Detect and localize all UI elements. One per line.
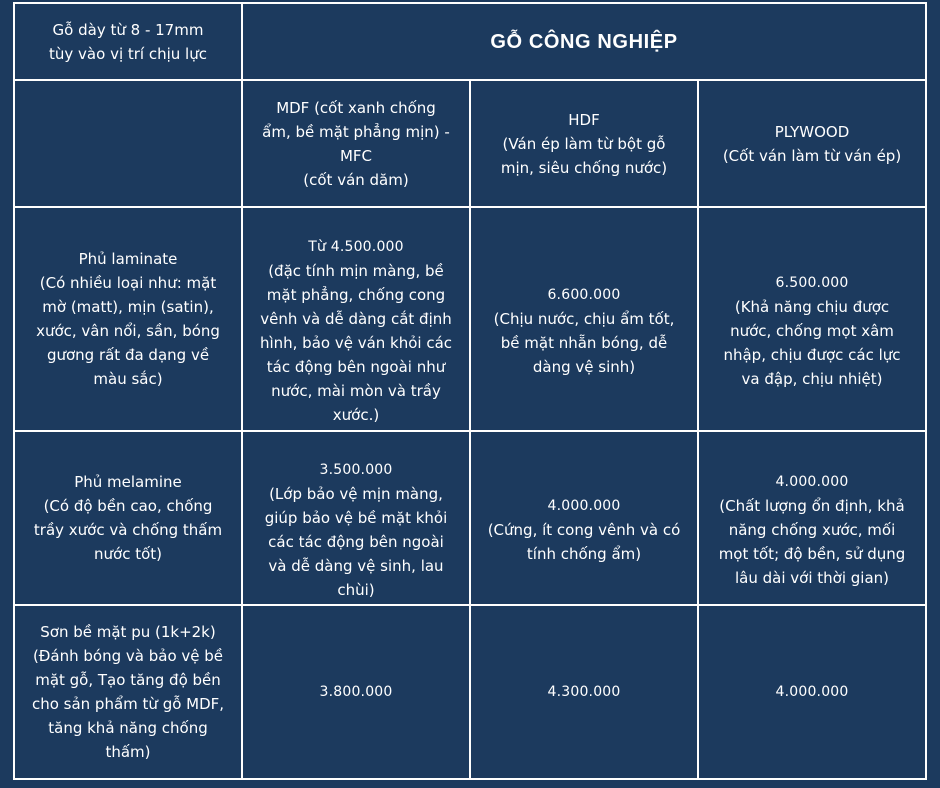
column-header-hdf xyxy=(471,81,697,206)
grid-line xyxy=(925,2,927,780)
table-title-cell xyxy=(243,4,925,79)
empty-header-cell xyxy=(15,81,241,206)
cell-price: 6.600.000 xyxy=(547,287,621,303)
grid-line xyxy=(13,778,927,780)
column-header-label: MDF (cốt xanh chống ẩm, bề mặt phẳng mịn) - MFC (cốt ván dăm) xyxy=(262,98,450,189)
cell-description: (Chịu nước, chịu ẩm tốt, bề mặt nhẵn bóng, dễ dàng vệ sinh) xyxy=(493,310,675,376)
cell-description: (Khả năng chịu được nước, chống mọt xâm nhập, chịu được các lực va đập, chịu nhiệt) xyxy=(723,298,901,388)
row-label: Phủ laminate (Có nhiều loại như: mặt mờ (matt), mịn (satin), xước, vân nổi, sần, bóng gương rất đa dạng về màu sắc) xyxy=(36,250,220,388)
row-label-melamine xyxy=(15,432,241,604)
row-label: Phủ melamine (Có độ bền cao, chống trầy xước và chống thấm nước tốt) xyxy=(33,473,223,563)
column-header-label: PLYWOOD (Cốt ván làm từ ván ép) xyxy=(722,122,902,165)
cell-price: 4.000.000 xyxy=(775,684,849,700)
table-cell xyxy=(471,208,697,430)
column-header-label: HDF (Ván ép làm từ bột gỗ mịn, siêu chống nước) xyxy=(500,110,668,177)
cell-price: Từ 4.500.000 xyxy=(308,239,404,255)
table-cell xyxy=(471,606,697,778)
cell-description: (Chất lượng ổn định, khả năng chống xước, mối mọt tốt; độ bền, sử dụng lâu dài với thời gian) xyxy=(718,497,906,587)
cell-description: (đặc tính mịn màng, bề mặt phẳng, chống cong vênh và dễ dàng cắt định hình, bảo vệ ván khỏi các tác động bên ngoài như nước, mài mòn và trầy xước.) xyxy=(259,262,453,424)
cell-price: 4.000.000 xyxy=(775,474,849,490)
cell-price: 4.300.000 xyxy=(547,684,621,700)
table-cell xyxy=(471,432,697,604)
table-cell xyxy=(699,432,925,604)
cell-price: 6.500.000 xyxy=(775,275,849,291)
table-cell xyxy=(699,606,925,778)
column-header-mdf xyxy=(243,81,469,206)
cell-price: 3.500.000 xyxy=(319,462,393,478)
cell-price: 3.800.000 xyxy=(319,684,393,700)
corner-note-cell xyxy=(15,4,241,79)
row-label: Sơn bề mặt pu (1k+2k) (Đánh bóng và bảo vệ bề mặt gỗ, Tạo tăng độ bền cho sản phẩm từ gỗ MDF, tăng khả năng chống thấm) xyxy=(31,623,225,761)
cell-description: (Cứng, ít cong vênh và có tính chống ẩm) xyxy=(487,521,681,563)
corner-note: Gỗ dày từ 8 - 17mm tùy vào vị trí chịu lực xyxy=(49,20,207,63)
table-cell xyxy=(243,432,469,604)
cell-price: 4.000.000 xyxy=(547,498,621,514)
row-label-laminate xyxy=(15,208,241,430)
table-title: GỖ CÔNG NGHIỆP xyxy=(490,30,678,53)
table-cell xyxy=(243,606,469,778)
column-header-plywood xyxy=(699,81,925,206)
row-label-pu-paint xyxy=(15,606,241,778)
table-cell xyxy=(243,208,469,430)
table-cell xyxy=(699,208,925,430)
cell-description: (Lớp bảo vệ mịn màng, giúp bảo vệ bề mặt khỏi các tác động bên ngoài và dễ dàng vệ sinh, lau chùi) xyxy=(264,485,448,599)
